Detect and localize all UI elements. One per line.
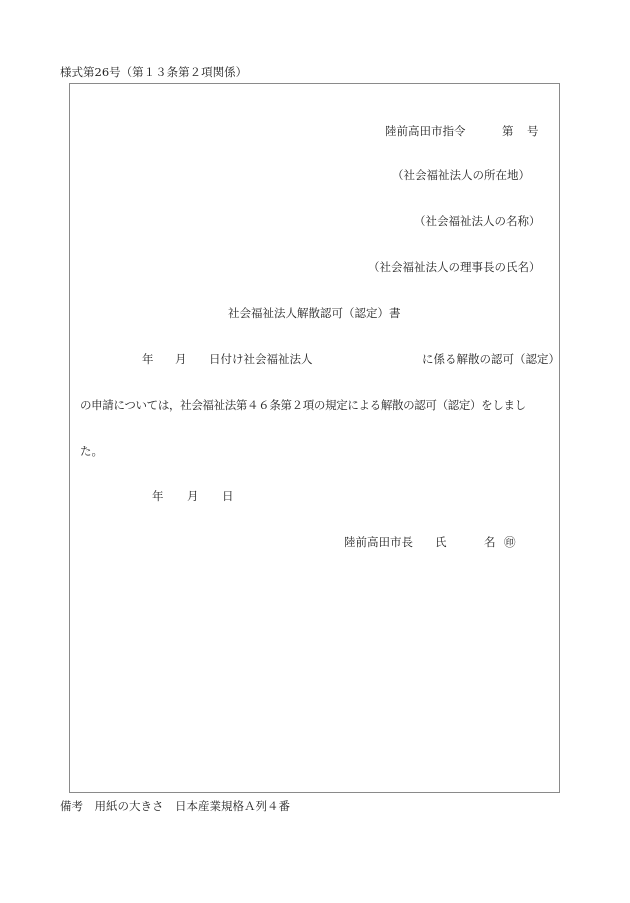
- seal-mark: ㊞: [504, 535, 516, 549]
- issuer-label: 陸前高田市指令: [385, 124, 466, 138]
- form-number: 様式第26号（第１３条第２項関係）: [60, 65, 248, 79]
- body-year: 年: [142, 352, 154, 366]
- date-day: 日: [222, 489, 234, 503]
- addressee-location: （社会福祉法人の所在地）: [392, 168, 530, 182]
- document-frame: [69, 83, 560, 793]
- signer-mei: 名: [484, 535, 496, 549]
- date-month: 月: [187, 489, 199, 503]
- document-title: 社会福祉法人解散認可（認定）書: [228, 306, 401, 320]
- body-line-3: た。: [80, 444, 103, 458]
- issue-number-dai: 第: [502, 124, 514, 138]
- signer-shi: 氏: [435, 535, 447, 549]
- body-date-org: 日付け社会福祉法人: [209, 352, 313, 366]
- body-month: 月: [175, 352, 187, 366]
- addressee-representative: （社会福祉法人の理事長の氏名）: [368, 260, 541, 274]
- footnote: 備考 用紙の大きさ 日本産業規格Ａ列４番: [60, 799, 290, 813]
- signer-title: 陸前高田市長: [344, 535, 413, 549]
- addressee-name: （社会福祉法人の名称）: [414, 214, 541, 228]
- body-line-2: の申請については，社会福祉法第４６条第２項の規定による解散の認可（認定）をしまし: [80, 398, 526, 412]
- issue-number-go: 号: [527, 124, 539, 138]
- body-tail: に係る解散の認可（認定）: [422, 352, 560, 366]
- date-year: 年: [152, 489, 164, 503]
